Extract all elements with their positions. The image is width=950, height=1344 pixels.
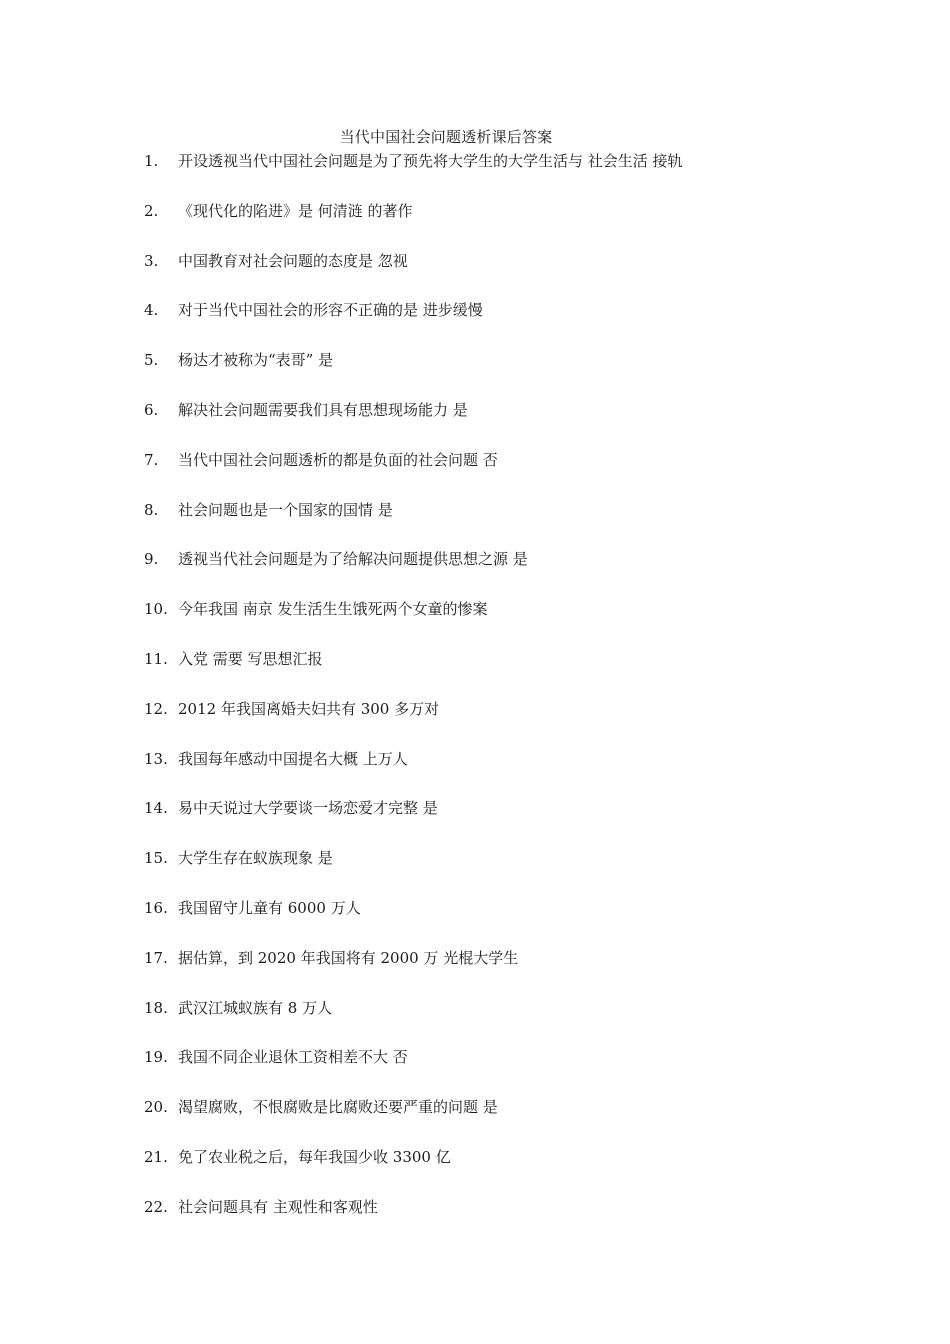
question-number: 7.	[144, 450, 159, 469]
question-item	[144, 848, 683, 898]
question-item	[144, 649, 683, 699]
question-text: 当代中国社会问题透析的都是负面的社会问题 否	[178, 450, 498, 469]
question-text: 《现代化的陷进》是 何清涟 的著作	[178, 201, 413, 220]
question-text: 渴望腐败，不恨腐败是比腐败还要严重的问题 是	[178, 1098, 498, 1117]
question-text: 据估算，到 2020 年我国将有 2000 万 光棍大学生	[178, 948, 519, 967]
question-text: 我国留守儿童有 6000 万人	[178, 898, 361, 917]
question-number: 12.	[144, 699, 168, 718]
question-number: 20.	[144, 1098, 168, 1117]
question-item	[144, 599, 683, 649]
question-text: 杨达才被称为“表哥” 是	[178, 351, 334, 370]
question-number: 5.	[144, 351, 159, 370]
question-item	[144, 798, 683, 848]
question-number: 13.	[144, 749, 168, 768]
question-number: 22.	[144, 1197, 168, 1216]
question-number: 16.	[144, 898, 168, 917]
question-number: 2.	[144, 201, 159, 220]
question-text: 武汉江城蚁族有 8 万人	[178, 998, 333, 1017]
question-text: 开设透视当代中国社会问题是为了预先将大学生的大学生活与 社会生活 接轨	[178, 152, 683, 170]
question-list	[144, 151, 683, 1247]
question-number: 1.	[144, 152, 159, 170]
question-item	[144, 500, 683, 550]
question-item	[144, 1097, 683, 1147]
question-number: 19.	[144, 1048, 168, 1067]
question-item	[144, 1047, 683, 1097]
question-text: 易中天说过大学要谈一场恋爱才完整 是	[178, 799, 438, 818]
question-item	[144, 699, 683, 749]
question-number: 11.	[144, 649, 168, 668]
question-text: 我国不同企业退休工资相差不大 否	[178, 1048, 408, 1067]
question-item	[144, 549, 683, 599]
question-number: 21.	[144, 1147, 168, 1166]
question-text: 今年我国 南京 发生活生生饿死两个女童的惨案	[178, 600, 488, 619]
question-text: 透视当代社会问题是为了给解决问题提供思想之源 是	[178, 550, 528, 569]
question-text: 2012 年我国离婚夫妇共有 300 多万对	[178, 699, 440, 718]
question-number: 18.	[144, 998, 168, 1017]
question-number: 8.	[144, 500, 159, 519]
question-text: 社会问题具有 主观性和客观性	[178, 1197, 378, 1216]
question-text: 社会问题也是一个国家的国情 是	[178, 500, 393, 519]
document-title: 当代中国社会问题透析课后答案	[339, 128, 553, 146]
question-item	[144, 1147, 683, 1197]
question-item	[144, 898, 683, 948]
question-number: 3.	[144, 251, 159, 270]
question-text: 中国教育对社会问题的态度是 忽视	[178, 251, 408, 270]
question-text: 免了农业税之后，每年我国少收 3300 亿	[178, 1147, 451, 1166]
question-item	[144, 1197, 683, 1247]
question-item	[144, 749, 683, 799]
question-item	[144, 450, 683, 500]
question-item	[144, 998, 683, 1048]
question-text: 解决社会问题需要我们具有思想现场能力 是	[178, 400, 468, 419]
question-item	[144, 201, 683, 251]
question-number: 14.	[144, 799, 168, 818]
question-number: 10.	[144, 600, 168, 619]
question-text: 对于当代中国社会的形容不正确的是 进步缓慢	[178, 301, 483, 320]
question-item	[144, 948, 683, 998]
question-number: 15.	[144, 849, 168, 868]
question-number: 17.	[144, 948, 168, 967]
question-item	[144, 300, 683, 350]
question-number: 9.	[144, 550, 159, 569]
question-text: 我国每年感动中国提名大概 上万人	[178, 749, 408, 768]
question-item	[144, 350, 683, 400]
question-item	[144, 400, 683, 450]
question-item	[144, 251, 683, 301]
question-text: 大学生存在蚁族现象 是	[178, 849, 333, 868]
question-item	[144, 151, 683, 201]
question-number: 4.	[144, 301, 159, 320]
question-number: 6.	[144, 400, 159, 419]
question-text: 入党 需要 写思想汇报	[178, 649, 323, 668]
